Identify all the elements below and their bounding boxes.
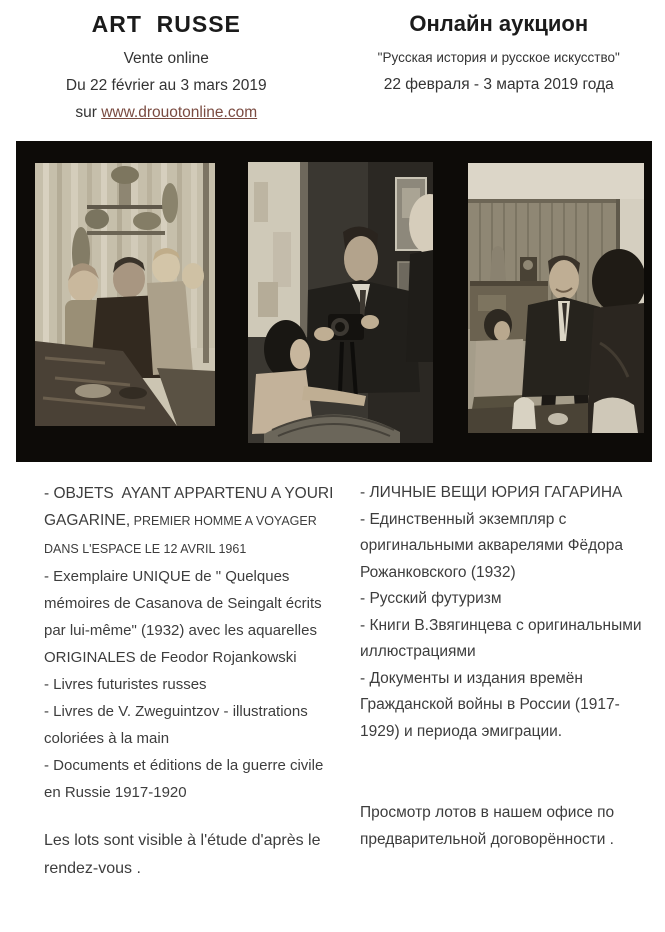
drouotonline-link[interactable]: www.drouotonline.com	[101, 104, 258, 121]
list-item-ru-rojankovsky: - Единственный экземпляр с оригинальными акварелями Фёдора Рожанковского (1932)	[360, 510, 624, 581]
subtitle-russian: "Русская история и русское искусство"	[377, 50, 620, 65]
viewing-note-french: Les lots sont visible à l'étude d'après le rendez-vous .	[44, 832, 321, 877]
list-item-fr-guerre-civile: - Documents et éditions de la guerre civile en Russie 1917-1920	[44, 757, 324, 801]
dates-french: Du 22 février au 3 mars 2019	[65, 77, 267, 94]
gagarine-objects-main: - OBJETS AYANT APPARTENU A YOURI GAGARINE,	[44, 485, 338, 529]
description-columns	[0, 480, 665, 883]
french-description	[44, 480, 340, 883]
viewing-note-russian: Просмотр лотов в нашем офисе по предварительной договорённости .	[360, 804, 615, 848]
list-item-fr-zweguintzov: - Livres de V. Zweguintzov - illustrations coloriées à la main	[44, 703, 308, 747]
list-item-fr-casanova: - Exemplaire UNIQUE de " Quelques mémoires de Casanova de Seingalt écrits par lui-même" (1932) avec les aquarelles ORIGINALES de Feodor Rojankowski	[44, 568, 322, 666]
photo-gagarin-smiling-room	[468, 163, 644, 433]
site-line	[0, 99, 333, 126]
bright-person-right	[406, 194, 433, 362]
list-item-fr-futuristes: - Livres futuristes russes	[44, 676, 207, 693]
title-russian: Онлайн аукцион	[409, 11, 589, 36]
dates-russian: 22 февраля - 3 марта 2019 года	[383, 76, 614, 93]
header-french	[0, 6, 333, 126]
list-item-fr-gagarine	[44, 480, 340, 563]
subtitle-vente-online: Vente online	[123, 50, 209, 67]
title-french: ART RUSSE	[91, 11, 241, 37]
photo-banner	[16, 141, 652, 462]
list-item-ru-futurism: - Русский футуризм	[360, 590, 502, 607]
header	[0, 0, 665, 126]
list-item-ru-zvyagintsev: - Книги В.Звягинцева с оригинальными иллюстрациями	[360, 616, 642, 660]
sur-prefix: sur	[75, 104, 102, 121]
list-item-ru-civil-war: - Документы и издания времён Гражданской войны в России (1917-1929) и периода эмиграции.	[360, 669, 620, 740]
russian-description	[360, 480, 652, 883]
list-item-ru-gagarin: - ЛИЧНЫЕ ВЕЩИ ЮРИЯ ГАГАРИНА	[360, 484, 623, 501]
header-russian	[333, 6, 665, 126]
photo-gagarin-camera-girl	[248, 162, 433, 443]
window-light	[248, 162, 308, 337]
gagarine-objects-detail: PREMIER HOMME A VOYAGER DANS L'ESPACE LE 12 AVRIL 1961	[44, 514, 321, 556]
photo-gagarin-children-table	[35, 163, 215, 426]
